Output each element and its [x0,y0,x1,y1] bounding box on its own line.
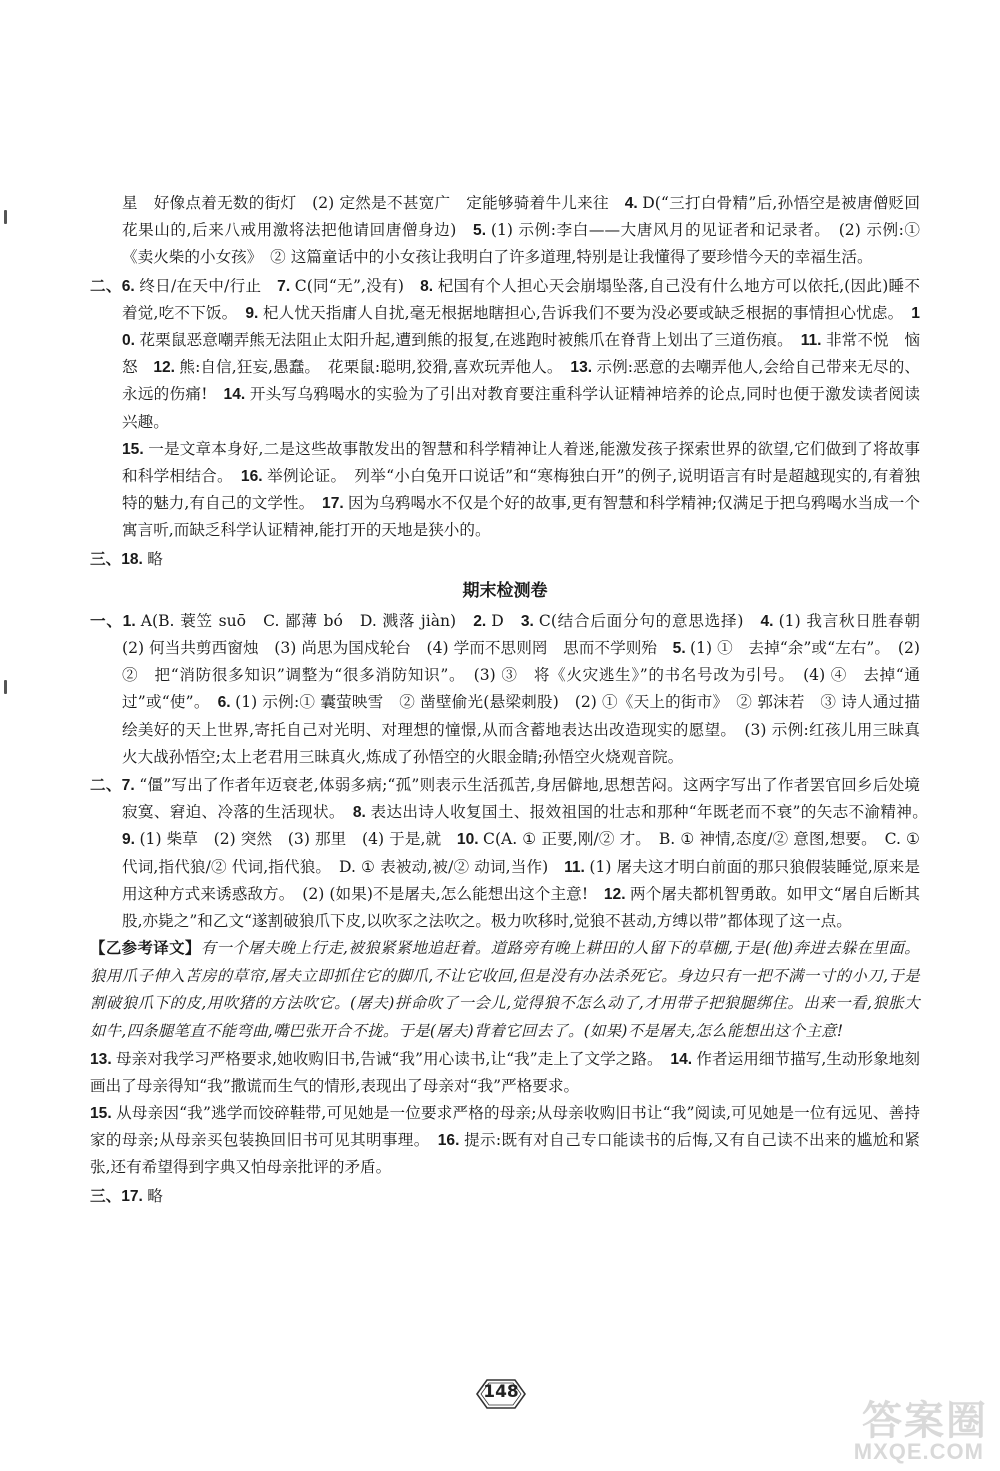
final-section-three-answer: 三、17. 略 [90,1185,163,1205]
section-label: 二、 [90,775,122,795]
section-three-answer: 三、18. 略 [90,548,163,568]
final-section-two-answers: 二、7. “僵”写出了作者年迈衰老,体弱多病;“孤”则表示生活孤苦,身居僻地,思想苦闷。这两字写出了作者罢官回乡后处境寂寞、窘迫、冷落的生活现状。 8. 表达出诗人收复国土、报效祖国的壮志和那种“年既老而不衰”的矢志不渝精神。 9. (1) 柴草 (2) 突然 (3) 那里 (4) 于是,就 10. C(A. ① 正要,刚/② 才。 B. ① 神情,态度/② 意图,想要。 C. ① 代词,指代狼/② 代词,指代狼。 D. ① 表被动,被/② 动词,当作) 11. (1) 屠夫这才明白前面的那只狼假装睡觉,原来是用这种方式来诱惑敌方。 (2) (如果)不是屠夫,怎么能想出这个主意! 12. 两个屠夫都机智勇敢。如甲文“屠自后断其股,亦毙之”和乙文“遂割破狼爪下皮,以吹豕之法吹之。极力吹移时,觉狼不甚动,方缚以带”都体现了这一点。 [90,775,936,931]
translation-label: 【乙参考译文】 [90,939,201,958]
section-two-answers-cont: 15. 一是文章本身好,二是这些故事散发出的智慧和科学精神让人着迷,能激发孩子探索世界的欲望,它们做到了将故事和科学相结合。 16. 举例论证。 列举“小白兔开口说话”和“寒梅独白开”的例子,说明语言有时是超越现实的,有着独特的魅力,有自己的文学性。 17. 因为乌鸦喝水不仅是个好的故事,更有智慧和科学精神;仅满足于把乌鸦喝水当成一个寓言听,而缺乏科学认证精神,能打开的天地是狭小的。 [122,439,921,540]
translation-text: 有一个屠夫晚上行走,被狼紧紧地追赶着。道路旁有晚上耕田的人留下的草棚,于是(他)奔进去躲在里面。狼用爪子伸入苫房的草帘,屠夫立即抓住它的脚爪,不让它收回,但是没有办法杀死它。身边只有一把不满一寸的小刀,于是割破狼爪下的皮,用吹猪的方法吹它。(屠夫)拼命吹了一会儿,觉得狼不怎么动了,才用带子把狼腿绑住。出来一看,狼胀大如牛,四条腿笔直不能弯曲,嘴巴张开合不拢。于是(屠夫)背着它回去了。(如果)不是屠夫,怎么能想出这个主意! [90,939,920,1041]
final-exam-title: 期末检测卷 [462,580,548,601]
watermark-url: MXQE.COM [853,1439,984,1464]
section-label: 三、 [90,1185,122,1205]
section-label: 二、 [90,275,122,295]
binding-mark [4,680,7,694]
watermark [818,1389,988,1465]
reference-translation [90,935,920,1045]
binding-mark [4,210,7,224]
page-number: 148 [483,1382,519,1402]
watermark-logo: 答案圈 [862,1398,988,1444]
page-number-badge [473,1374,529,1414]
answer-page [90,190,936,1210]
final-section-two-answers-cont-2: 15. 从母亲因“我”逃学而饺碎鞋带,可见她是一位要求严格的母亲;从母亲收购旧书让“我”阅读,可见她是一位有远见、善持家的母亲;从母亲买包装换回旧书可见其明事理。 16. 提示:既有对自己专口能读书的后悔,又有自己读不出来的尴尬和紧张,还有希望得到字典又怕母亲批评的矛盾。 [90,1104,920,1177]
section-two-answers: 二、6. 终日/在天中/行止 7. C(同“无”,没有) 8. 杞国有个人担心天会崩塌坠落,自己没有什么地方可以依托,(因此)睡不着觉,吃不下饭。 9. 杞人忧天指庸人自扰,毫无根据地瞎担心,告诉我们不要为没必要或缺乏根据的事情担心忧虑。 10. 花栗鼠恶意嘲弄熊无法阻止太阳升起,遭到熊的报复,在逃跑时被熊爪在脊背上划出了三道伤痕。 11. 非常不悦 恼怒 12. 熊:自信,狂妄,愚蠢。 花栗鼠:聪明,狡猾,喜欢玩弄他人。 13. 示例:恶意的去嘲弄他人,会给自己带来无尽的、永远的伤痛! 14. 开头写乌鸦喝水的实验为了引出对教育要注重科学认证精神培养的论点,同时也便于激发读者阅读兴趣。 [90,275,921,431]
section-label: 一、 [90,610,123,630]
final-section-two-answers-cont: 13. 母亲对我学习严格要求,她收购旧书,告诫“我”用心读书,让“我”走上了文学之路。 14. 作者运用细节描写,生动形象地刻画出了母亲得知“我”撒谎而生气的情形,表现出了母亲对“我”严格要求。 [90,1049,920,1095]
continuation-block: 星 好像点着无数的街灯 (2) 定然是不甚宽广 定能够骑着牛儿来往 4. D(“三打白骨精”后,孙悟空是被唐僧贬回花果山的,后来八戒用激将法把他请回唐僧身边) 5. (1) 示例:李白——大唐风月的见证者和记录者。 (2) 示例:①《卖火柴的小女孩》 ② 这篇童话中的小女孩让我明白了许多道理,特别是让我懂得了要珍惜今天的幸福生活。 [122,194,920,267]
final-section-one-answers: 一、1. A(B. 蓑笠 suō C. 鄙薄 bó D. 溅落 jiàn) 2. D 3. C(结合后面分句的意思选择) 4. (1) 我言秋日胜春朝 (2) 何当共剪西窗烛 (3) 尚思为国戍轮台 (4) 学而不思则罔 思而不学则殆 5. (1) ① 去掉“余”或“左右”。 (2) ② 把“消防很多知识”调整为“很多消防知识”。 (3) ③ 将《火灾逃生》”的书名号改为引号。 (4) ④ 去掉“通过”或“使”。 6. (1) 示例:① 囊萤映雪 ② 凿壁偷光(悬梁刺股) (2) ①《天上的街市》 ② 郭沫若 ③ 诗人通过描绘美好的天上世界,寄托自己对光明、对理想的憧憬,从而含蓄地表达出改造现实的愿望。 (3) 示例:红孩儿用三昧真火大战孙悟空;太上老君用三昧真火,炼成了孙悟空的火眼金睛;孙悟空火烧观音院。 [90,610,936,766]
section-label: 三、 [90,548,122,568]
